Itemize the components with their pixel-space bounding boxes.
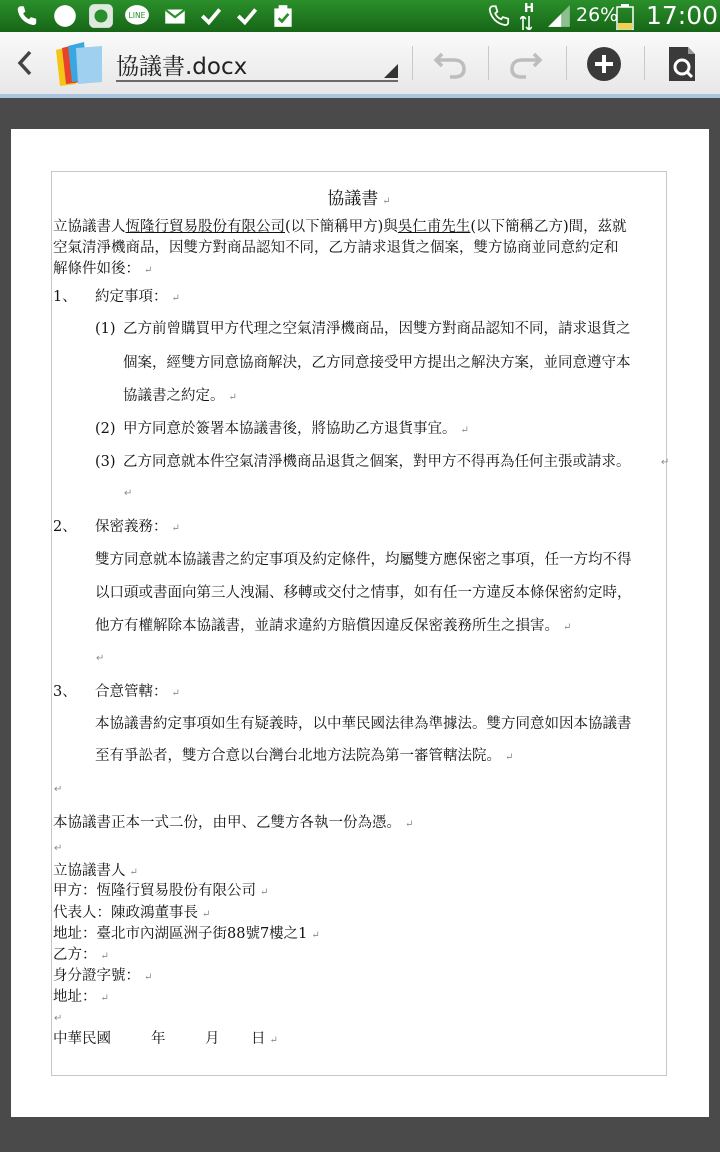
clock: 17:00 — [646, 1, 719, 30]
date-month: 月 — [205, 1031, 220, 1047]
check-icon — [198, 3, 224, 29]
intro-line-3: 解條件如後： ↵ — [53, 261, 153, 277]
section-3-heading: 合意管轄： ↵ — [95, 684, 180, 700]
item-2-line-1: 甲方同意於簽署本協議書後，將協助乙方退貨事宜。 ↵ — [123, 421, 469, 437]
intro-line-1: 立協議書人恆隆行貿易股份有限公司(以下簡稱甲方)與吳仁甫先生(以下簡稱乙方)間，茲就 — [53, 219, 627, 235]
item-2-number: (2) — [95, 421, 116, 437]
section-2-heading: 保密義務： ↵ — [95, 519, 180, 535]
paragraph-mark: ↵ — [96, 653, 105, 664]
toolbar-divider — [412, 46, 413, 80]
paragraph-mark: ↵ — [661, 457, 670, 468]
redo-icon[interactable] — [506, 44, 546, 84]
record-dot-icon — [52, 3, 78, 29]
item-1-line-3: 協議書之約定。 ↵ — [123, 388, 237, 404]
section-1-heading: 約定事項： ↵ — [95, 289, 180, 305]
party-b-line: 乙方： ↵ — [53, 947, 109, 963]
clipboard-check-icon — [270, 3, 296, 29]
toolbar-divider — [566, 46, 567, 80]
document-settings-icon[interactable] — [662, 44, 702, 84]
section-3-line-1: 本協議書約定事項如生有疑義時，以中華民國法律為準據法。雙方同意如因本協議書 — [95, 716, 632, 732]
battery-percent: 26% — [576, 4, 619, 26]
copies-statement: 本協議書正本一式二份，由甲、乙雙方各執一份為憑。 ↵ — [53, 815, 414, 831]
paragraph-mark: ↵ — [54, 784, 63, 795]
file-title-dropdown[interactable] — [116, 42, 398, 82]
paragraph-mark: ↵ — [124, 488, 133, 499]
paragraph-mark: ↵ — [54, 843, 63, 854]
file-title: 協議書.docx — [116, 54, 248, 80]
address-a-line: 地址：臺北市內湖區洲子街88號7樓之1 ↵ — [53, 926, 320, 942]
section-2-line-1: 雙方同意就本協議書之約定事項及約定條件，均屬雙方應保密之事項，任一方均不得 — [95, 552, 632, 568]
document-title: 協議書 ↵ — [327, 189, 391, 209]
section-2-line-2: 以口頭或書面向第三人洩漏、移轉或交付之情事，如有任一方違反本條保密約定時， — [95, 585, 632, 601]
toolbar-divider — [644, 46, 645, 80]
status-bar — [0, 0, 720, 32]
paragraph-mark: ↵ — [54, 1013, 63, 1024]
signal-icon — [546, 3, 572, 29]
back-arrow-icon[interactable] — [14, 48, 36, 78]
messenger-icon — [88, 3, 114, 29]
item-1-number: (1) — [95, 321, 116, 337]
section-3-line-2: 至有爭訟者，雙方合意以台灣台北地方法院為第一審管轄法院。 ↵ — [95, 748, 514, 764]
undo-icon[interactable] — [430, 44, 470, 84]
call-icon — [486, 3, 512, 29]
address-b-line: 地址： ↵ — [53, 989, 109, 1005]
section-2-line-3: 他方有權解除本協議書，並請求違約方賠償因違反保密義務所生之損害。 ↵ — [95, 618, 572, 634]
signers-label: 立協議書人 ↵ — [53, 863, 138, 879]
item-1-line-2: 個案，經雙方同意協商解決，乙方同意接受甲方提出之解決方案，並同意遵守本 — [123, 355, 631, 371]
date-day: 日 ↵ — [251, 1031, 278, 1047]
id-number-line: 身分證字號： ↵ — [53, 968, 153, 984]
mail-icon — [162, 3, 188, 29]
party-a-line: 甲方：恆隆行貿易股份有限公司 ↵ — [53, 883, 269, 899]
party-b-name: 吳仁甫先生 — [397, 219, 471, 235]
polaris-office-logo-icon — [50, 40, 106, 88]
item-3-line-1: 乙方同意就本件空氣清淨機商品退貨之個案，對甲方不得再為任何主張或請求。 — [123, 454, 631, 470]
app-bar-divider — [0, 94, 720, 98]
date-era: 中華民國 — [53, 1031, 111, 1047]
intro-line-2: 空氣清淨機商品，因雙方對商品認知不同，乙方請求退貨之個案，雙方協商並同意約定和 — [53, 240, 619, 256]
add-icon[interactable] — [584, 44, 624, 84]
item-3-number: (3) — [95, 454, 116, 470]
phone-icon — [14, 3, 40, 29]
section-2-number: 2、 — [53, 519, 77, 535]
item-1-line-1: 乙方前曾購買甲方代理之空氣清淨機商品，因雙方對商品認知不同，請求退貨之 — [123, 321, 631, 337]
battery-icon — [616, 4, 634, 30]
document-page[interactable] — [11, 129, 709, 1117]
toolbar-divider — [488, 46, 489, 80]
party-a-name: 恆隆行貿易股份有限公司 — [125, 219, 285, 235]
representative-line: 代表人：陳政鴻董事長 ↵ — [53, 905, 211, 921]
section-3-number: 3、 — [53, 684, 77, 700]
date-year: 年 — [151, 1031, 166, 1047]
document-body[interactable] — [51, 171, 670, 1076]
section-1-number: 1、 — [53, 289, 77, 305]
data-arrows-icon — [520, 16, 532, 30]
app-bar — [0, 32, 720, 96]
svg-text:LINE: LINE — [128, 11, 146, 21]
line-icon — [124, 3, 150, 29]
dropdown-caret-icon — [384, 64, 398, 78]
network-type: H — [524, 1, 535, 15]
check-icon — [234, 3, 260, 29]
